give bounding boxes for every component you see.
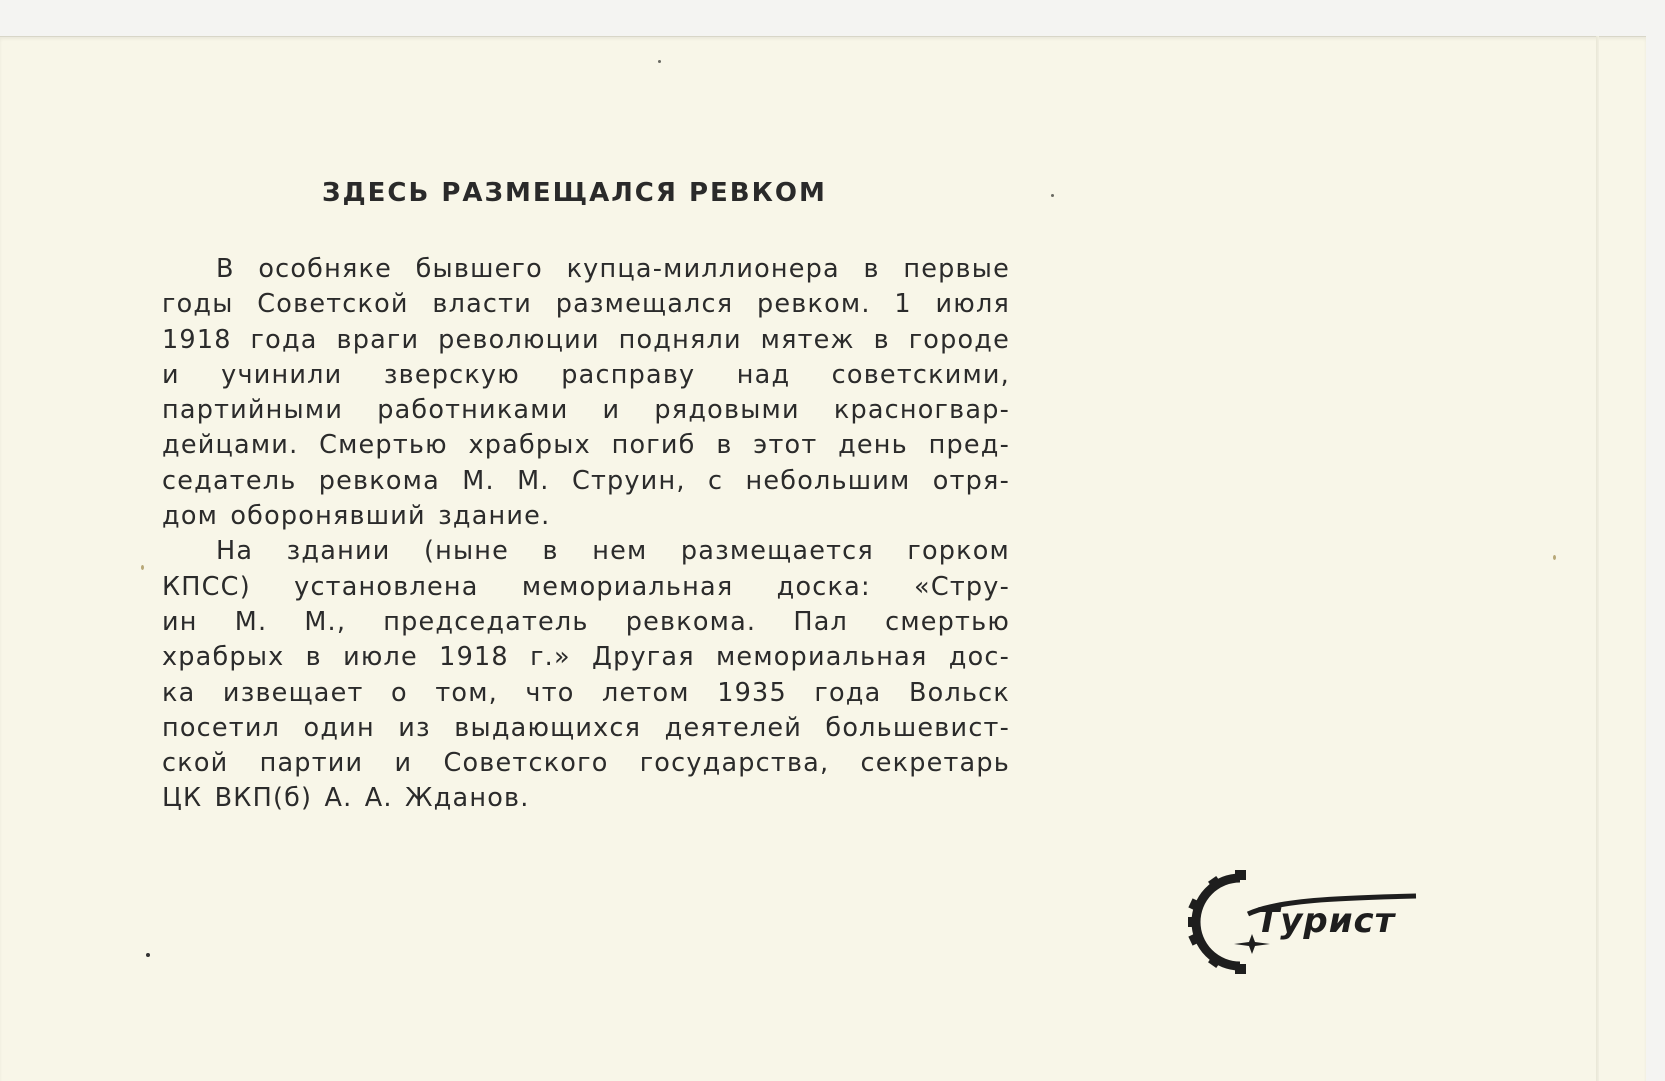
text-line: и учинили зверскую расправу над советскими, (162, 359, 1010, 390)
text-line: КПСС) установлена мемориальная доска: «Стру- (162, 571, 1010, 602)
dust-speck (146, 953, 150, 957)
logo-text: Турист (1256, 901, 1396, 941)
dust-speck (141, 565, 144, 570)
text-line: В особняке бывшего купца-миллионера в первые (216, 254, 1010, 284)
paragraph-2 (162, 534, 1010, 816)
document-title: ЗДЕСЬ РАЗМЕЩАЛСЯ РЕВКОМ (322, 178, 827, 208)
text-line: дейцами. Смертью храбрых погиб в этот день пред- (162, 430, 1010, 461)
text-line: ка извещает о том, что летом 1935 года Вольск (162, 677, 1010, 708)
text-line: посетил один из выдающихся деятелей большевист- (162, 712, 1010, 743)
dust-speck (658, 60, 661, 63)
text-line: годы Советской власти размещался ревком. 1 июля (162, 289, 1010, 320)
text-line: ской партии и Советского государства, секретарь (162, 748, 1010, 779)
text-line: седатель ревкома М. М. Струин, с небольшим отря- (162, 465, 1010, 496)
text-line: 1918 года враги революции подняли мятеж в городе (162, 324, 1010, 355)
sheet-edge (1596, 36, 1599, 1081)
dust-speck (1051, 194, 1054, 197)
text-line: дом оборонявший здание. (162, 501, 551, 532)
text-line: ин М. М., председатель ревкома. Пал смертью (162, 606, 1010, 637)
dust-speck (1553, 555, 1556, 560)
text-line: На здании (ныне в нем размещается горком (216, 536, 1010, 567)
document-body (162, 252, 1010, 817)
turist-logo (1188, 870, 1428, 974)
text-line: храбрых в июле 1918 г.» Другая мемориальная дос- (162, 642, 1010, 673)
paragraph-1 (162, 252, 1010, 534)
text-line: партийными работниками и рядовыми красногвар- (162, 395, 1010, 426)
text-line: ЦК ВКП(б) А. А. Жданов. (162, 783, 530, 814)
